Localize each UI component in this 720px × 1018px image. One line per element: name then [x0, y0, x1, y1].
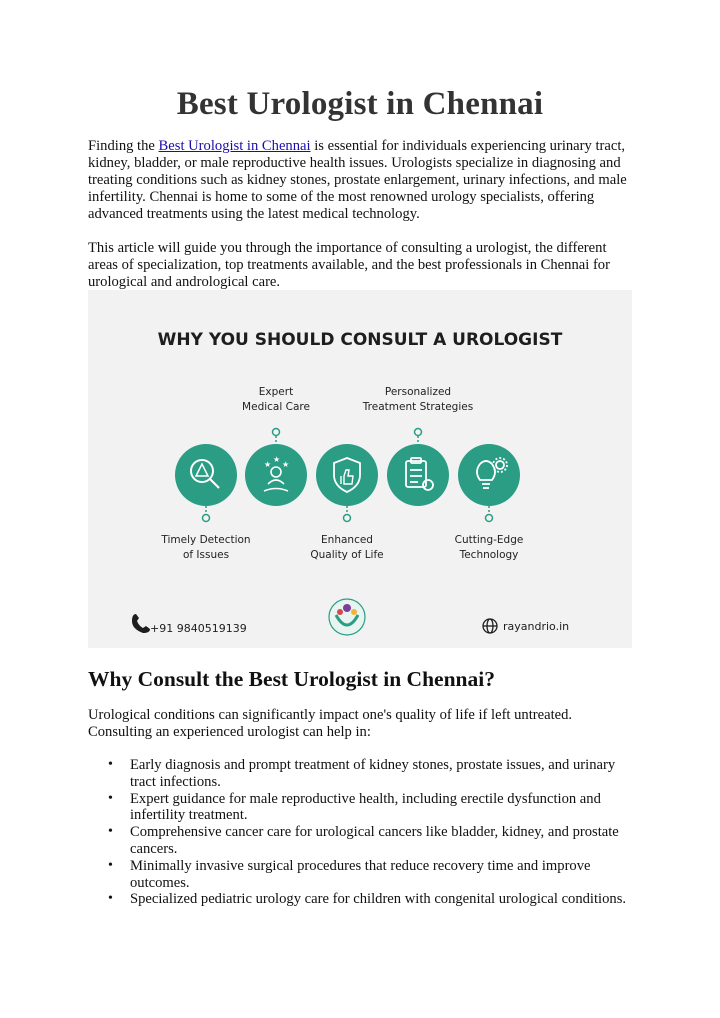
personalized-circle — [387, 444, 449, 506]
quality-of-life-circle — [316, 444, 378, 506]
list-item — [88, 824, 636, 858]
bullet-icon: • — [108, 757, 113, 772]
list-item-text: Specialized pediatric urology care for children with congenital urological conditions. — [130, 891, 627, 908]
bullet-icon: • — [108, 857, 113, 873]
website-link[interactable]: rayandrio.in — [503, 620, 570, 633]
expert-care-circle — [245, 444, 307, 506]
label-enhanced-line2: Quality of Life — [310, 549, 384, 561]
label-personalized-line2: Treatment Strategies — [362, 401, 474, 413]
list-item — [88, 858, 636, 892]
clinic-logo — [329, 599, 365, 635]
label-cutting-edge-line2: Technology — [459, 549, 519, 561]
infographic — [88, 290, 632, 648]
timely-detection-circle — [175, 444, 237, 506]
label-enhanced-line1: Enhanced — [321, 534, 373, 546]
benefits-list — [88, 757, 636, 908]
intro-paragraph — [88, 138, 636, 223]
bullet-icon: • — [108, 891, 113, 907]
label-expert-line2: Medical Care — [242, 401, 310, 413]
list-item — [88, 757, 636, 791]
infographic-heading: WHY YOU SHOULD CONSULT A UROLOGIST — [157, 330, 563, 350]
list-item — [88, 891, 636, 908]
label-expert-line1: Expert — [258, 386, 294, 398]
bullet-icon: • — [108, 824, 113, 840]
bullet-icon: • — [108, 790, 113, 806]
label-personalized-line1: Personalized — [384, 386, 452, 398]
intro-text-start: Finding the — [88, 138, 159, 154]
list-item-text: Comprehensive cancer care for urological cancers like bladder, kidney, and prostate cancers. — [130, 824, 619, 857]
label-cutting-edge-line1: Cutting-Edge — [454, 534, 524, 546]
section-intro: Urological conditions can significantly impact one's quality of life if left untreated. Consulting an experienced urologist can help in: — [88, 707, 573, 741]
cutting-edge-circle — [458, 444, 520, 506]
list-item-text: Expert guidance for male reproductive health, including erectile dysfunction and infertility treatment. — [130, 790, 601, 824]
phone-number: +91 9840519139 — [150, 622, 247, 635]
label-timely-line1: Timely Detection — [161, 534, 251, 546]
page-title: Best Urologist in Chennai — [176, 86, 544, 122]
section-heading: Why Consult the Best Urologist in Chennai? — [88, 667, 495, 691]
label-timely-line2: of Issues — [182, 549, 230, 561]
guide-paragraph: This article will guide you through the importance of consulting a urologist, the different areas of specialization, top treatments available, and the best professionals in Chennai for urological and andrological care. — [88, 240, 610, 291]
svg-text:★: ★ — [273, 455, 281, 464]
best-urologist-link[interactable]: Best Urologist in Chennai — [158, 138, 311, 154]
list-item-text: Early diagnosis and prompt treatment of kidney stones, prostate issues, and urinary tract infections. — [130, 757, 616, 790]
intro-text-end: is essential for individuals experiencing urinary tract, kidney, bladder, or male reproductive health issues. Urologists specialize in diagnosing and treating conditions such as kidney stones, prostate enlargement, urinary infections, and male infertility. Chennai is home to some of the most renowned urology specialists, offering advanced treatments using the latest medical technology. — [88, 138, 627, 223]
svg-text:★: ★ — [264, 460, 272, 469]
svg-text:★: ★ — [282, 460, 290, 469]
list-item — [88, 791, 636, 825]
list-item-text: Minimally invasive surgical procedures that reduce recovery time and improve outcomes. — [130, 857, 591, 891]
